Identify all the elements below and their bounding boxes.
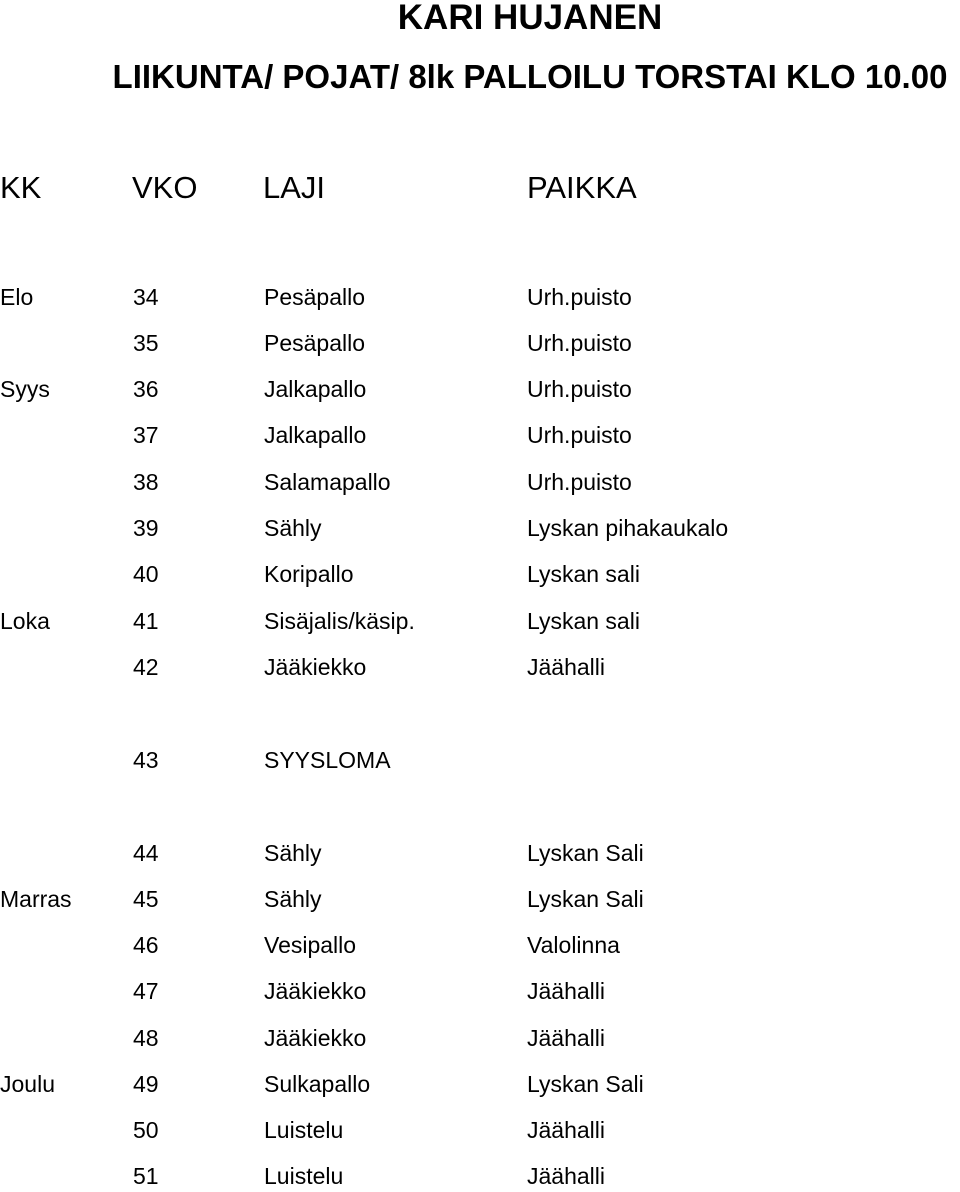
cell-vko: 34 [133,284,159,310]
cell-paikka: Valolinna [527,932,620,958]
cell-vko: 51 [133,1163,159,1189]
cell-laji: Salamapallo [264,469,391,495]
cell-paikka: Urh.puisto [527,284,632,310]
cell-vko: 35 [133,330,159,356]
cell-laji: SYYSLOMA [264,747,391,773]
cell-kk: Joulu [0,1071,55,1097]
cell-laji: Sähly [264,515,322,541]
header-vko: VKO [132,170,198,205]
cell-laji: Luistelu [264,1163,344,1189]
cell-laji: Jääkiekko [264,978,367,1004]
cell-laji: Sähly [264,840,322,866]
cell-paikka: Urh.puisto [527,330,632,356]
table-row [0,651,960,683]
cell-paikka: Lyskan Sali [527,1071,644,1097]
cell-kk: Syys [0,376,50,402]
cell-vko: 39 [133,515,159,541]
table-row [0,373,960,405]
cell-vko: 45 [133,886,159,912]
cell-laji: Jalkapallo [264,376,367,402]
cell-paikka: Urh.puisto [527,376,632,402]
cell-laji: Jalkapallo [264,422,367,448]
cell-vko: 47 [133,978,159,1004]
header-kk: KK [0,170,42,205]
cell-paikka: Lyskan sali [527,561,640,587]
table-row [0,512,960,544]
cell-vko: 46 [133,932,159,958]
cell-laji: Jääkiekko [264,1025,367,1051]
cell-laji: Luistelu [264,1117,344,1143]
cell-laji: Sulkapallo [264,1071,371,1097]
table-row [0,558,960,590]
cell-paikka: Lyskan Sali [527,886,644,912]
cell-vko: 36 [133,376,159,402]
cell-vko: 37 [133,422,159,448]
table-row [0,419,960,451]
cell-paikka: Lyskan sali [527,608,640,634]
cell-vko: 43 [133,747,159,773]
document-subtitle: LIIKUNTA/ POJAT/ 8lk PALLOILU TORSTAI KLO 10.00 [112,58,948,95]
cell-vko: 49 [133,1071,159,1097]
cell-laji: Pesäpallo [264,284,366,310]
table-row [0,1022,960,1054]
table-row [0,605,960,637]
table-row [0,1068,960,1100]
cell-laji: Sisäjalis/käsip. [264,608,415,634]
table-row [0,281,960,313]
table-row [0,327,960,359]
cell-kk: Marras [0,886,72,912]
table-row [0,466,960,498]
cell-vko: 50 [133,1117,159,1143]
header-paikka: PAIKKA [527,170,637,205]
table-row [0,744,960,776]
cell-vko: 38 [133,469,159,495]
cell-kk: Loka [0,608,50,634]
header-laji: LAJI [263,170,326,205]
cell-paikka: Lyskan pihakaukalo [527,515,729,541]
cell-paikka: Jäähalli [527,1163,605,1189]
table-row [0,975,960,1007]
cell-paikka: Jäähalli [527,1117,605,1143]
document-title: KARI HUJANEN [397,0,663,37]
cell-vko: 40 [133,561,159,587]
cell-paikka: Jäähalli [527,654,605,680]
cell-laji: Jääkiekko [264,654,367,680]
table-row [0,837,960,869]
cell-laji: Pesäpallo [264,330,366,356]
cell-paikka: Jäähalli [527,978,605,1004]
cell-paikka: Jäähalli [527,1025,605,1051]
table-row [0,883,960,915]
cell-laji: Sähly [264,886,322,912]
cell-vko: 44 [133,840,159,866]
cell-vko: 48 [133,1025,159,1051]
table-row [0,1160,960,1192]
cell-laji: Vesipallo [264,932,357,958]
cell-paikka: Lyskan Sali [527,840,644,866]
cell-paikka: Urh.puisto [527,469,632,495]
cell-kk: Elo [0,284,34,310]
table-row [0,1114,960,1146]
cell-laji: Koripallo [264,561,354,587]
table-row [0,929,960,961]
cell-vko: 42 [133,654,159,680]
cell-vko: 41 [133,608,159,634]
cell-paikka: Urh.puisto [527,422,632,448]
